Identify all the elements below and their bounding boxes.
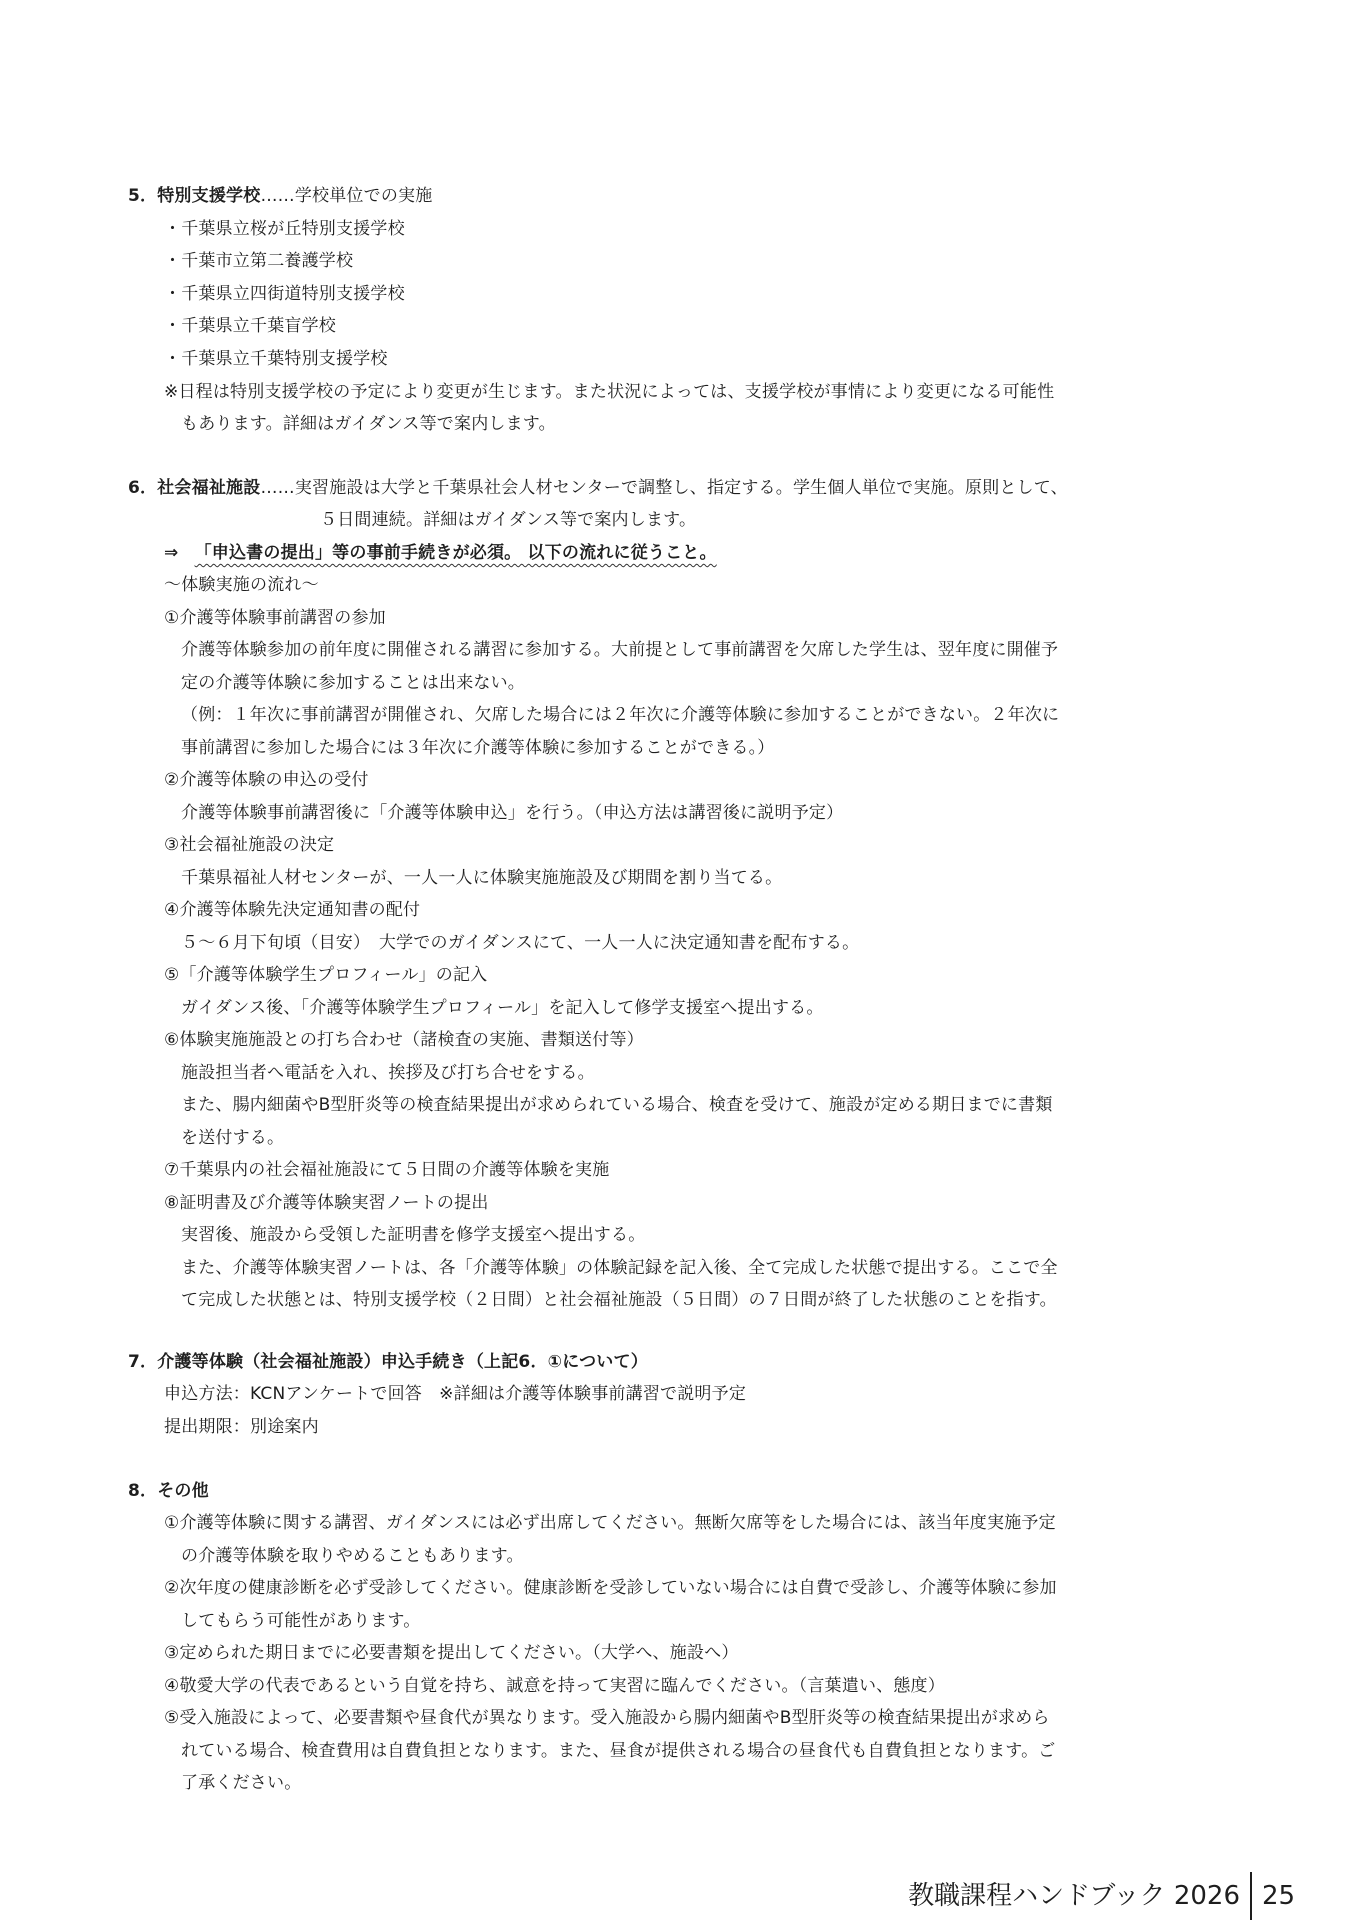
flow-text: 千葉県福祉人材センターが、一人一人に体験実施施設及び期間を割り当てる。 [181, 868, 783, 888]
section-5-heading [128, 184, 432, 208]
school-item: ・千葉県立桜が丘特別支援学校 [164, 219, 405, 239]
school-item: ・千葉県立千葉盲学校 [164, 316, 336, 336]
flow-step: ③社会福祉施設の決定 [164, 835, 335, 855]
flow-title: ～体験実施の流れ～ [164, 575, 319, 595]
section-5-note-line: もあります。詳細はガイダンス等で案内します。 [181, 414, 556, 434]
section-6-number: 6． [128, 478, 158, 498]
section-6-title: 社会福祉施設 [157, 478, 261, 498]
notice-text: 「申込書の提出」等の事前手続きが必須。 以下の流れに従うこと。 [194, 543, 717, 563]
arrow-icon: ⇒ [164, 543, 179, 563]
section-8-line: ④敬愛大学の代表であるという自覚を持ち、誠意を持って実習に臨んでください。（言葉遣い、態度） [164, 1676, 945, 1696]
flow-step: ⑥体験実施施設との打ち合わせ（諸検査の実施、書類送付等） [164, 1030, 644, 1050]
page-number: 25 [1262, 1881, 1296, 1911]
section-6-notice [164, 541, 717, 565]
flow-step: ⑦千葉県内の社会福祉施設にて５日間の介護等体験を実施 [164, 1160, 610, 1180]
footer-divider [1250, 1872, 1252, 1920]
flow-text: （例：１年次に事前講習が開催され、欠席した場合には２年次に介護等体験に参加することができない。２年次に [181, 705, 1060, 725]
flow-text: 施設担当者へ電話を入れ、挨拶及び打ち合せをする。 [181, 1063, 595, 1083]
section-8-line: の介護等体験を取りやめることもあります。 [181, 1546, 524, 1566]
section-7-line: 提出期限：別途案内 [164, 1417, 319, 1437]
section-8-line: してもらう可能性があります。 [181, 1611, 421, 1631]
school-item: ・千葉市立第二養護学校 [164, 251, 354, 271]
section-5-note-line: ※日程は特別支援学校の予定により変更が生じます。また状況によっては、支援学校が事情により変更になる可能性 [164, 382, 1055, 402]
flow-text: を送付する。 [181, 1128, 285, 1148]
flow-text: 事前講習に参加した場合には３年次に介護等体験に参加することができる。） [181, 738, 775, 758]
section-8-line: ③定められた期日までに必要書類を提出してください。（大学へ、施設へ） [164, 1643, 739, 1663]
flow-text: 介護等体験事前講習後に「介護等体験申込」を行う。（申込方法は講習後に説明予定） [181, 803, 844, 823]
footer-title: 教職課程ハンドブック 2026 [908, 1881, 1240, 1911]
section-6-suffix: ……実習施設は大学と千葉県社会人材センターで調整し、指定する。学生個人単位で実施。原則として、 [260, 478, 1068, 498]
flow-text: 介護等体験参加の前年度に開催される講習に参加する。大前提として事前講習を欠席した学生は、翌年度に開催予 [181, 640, 1059, 660]
section-5-number: 5． [128, 186, 158, 206]
section-8-line: ②次年度の健康診断を必ず受診してください。健康診断を受診していない場合には自費で受診し、介護等体験に参加 [164, 1578, 1057, 1598]
section-5-title: 特別支援学校 [157, 186, 261, 206]
section-6-heading [128, 476, 1068, 500]
section-6-line: ５日間連続。詳細はガイダンス等で案内します。 [320, 510, 697, 530]
section-7-heading: 7．介護等体験（社会福祉施設）申込手続き（上記6．①について） [128, 1352, 648, 1372]
flow-step: ①介護等体験事前講習の参加 [164, 608, 386, 628]
flow-text: また、介護等体験実習ノートは、各「介護等体験」の体験記録を記入後、全て完成した状態で提出する。ここで全 [181, 1258, 1058, 1278]
school-item: ・千葉県立四街道特別支援学校 [164, 284, 405, 304]
flow-text: また、腸内細菌やB型肝炎等の検査結果提出が求められている場合、検査を受けて、施設が定める期日までに書類 [181, 1095, 1053, 1115]
flow-text: て完成した状態とは、特別支援学校（２日間）と社会福祉施設（５日間）の７日間が終了した状態のことを指す。 [181, 1290, 1057, 1310]
flow-step: ④介護等体験先決定通知書の配付 [164, 900, 421, 920]
flow-step: ②介護等体験の申込の受付 [164, 770, 369, 790]
section-8-heading: 8．その他 [128, 1481, 209, 1501]
flow-text: 定の介護等体験に参加することは出来ない。 [181, 673, 525, 693]
flow-text: 実習後、施設から受領した証明書を修学支援室へ提出する。 [181, 1225, 646, 1245]
section-8-line: れている場合、検査費用は自費負担となります。また、昼食が提供される場合の昼食代も自費負担となります。ご [181, 1741, 1056, 1761]
section-7-line: 申込方法：KCNアンケートで回答 ※詳細は介護等体験事前講習で説明予定 [164, 1384, 747, 1404]
section-8-line: 了承ください。 [181, 1773, 302, 1793]
section-8-line: ①介護等体験に関する講習、ガイダンスには必ず出席してください。無断欠席等をした場合には、該当年度実施予定 [164, 1513, 1056, 1533]
school-item: ・千葉県立千葉特別支援学校 [164, 349, 388, 369]
flow-step: ⑧証明書及び介護等体験実習ノートの提出 [164, 1193, 489, 1213]
section-8-line: ⑤受入施設によって、必要書類や昼食代が異なります。受入施設から腸内細菌やB型肝炎等の検査結果提出が求めら [164, 1708, 1050, 1728]
section-5-suffix: ……学校単位での実施 [260, 186, 433, 206]
flow-text: ガイダンス後、「介護等体験学生プロフィール」を記入して修学支援室へ提出する。 [181, 998, 824, 1018]
flow-step: ⑤「介護等体験学生プロフィール」の記入 [164, 965, 488, 985]
flow-text: ５～６月下旬頃（目安） 大学でのガイダンスにて、一人一人に決定通知書を配布する。 [181, 933, 860, 953]
